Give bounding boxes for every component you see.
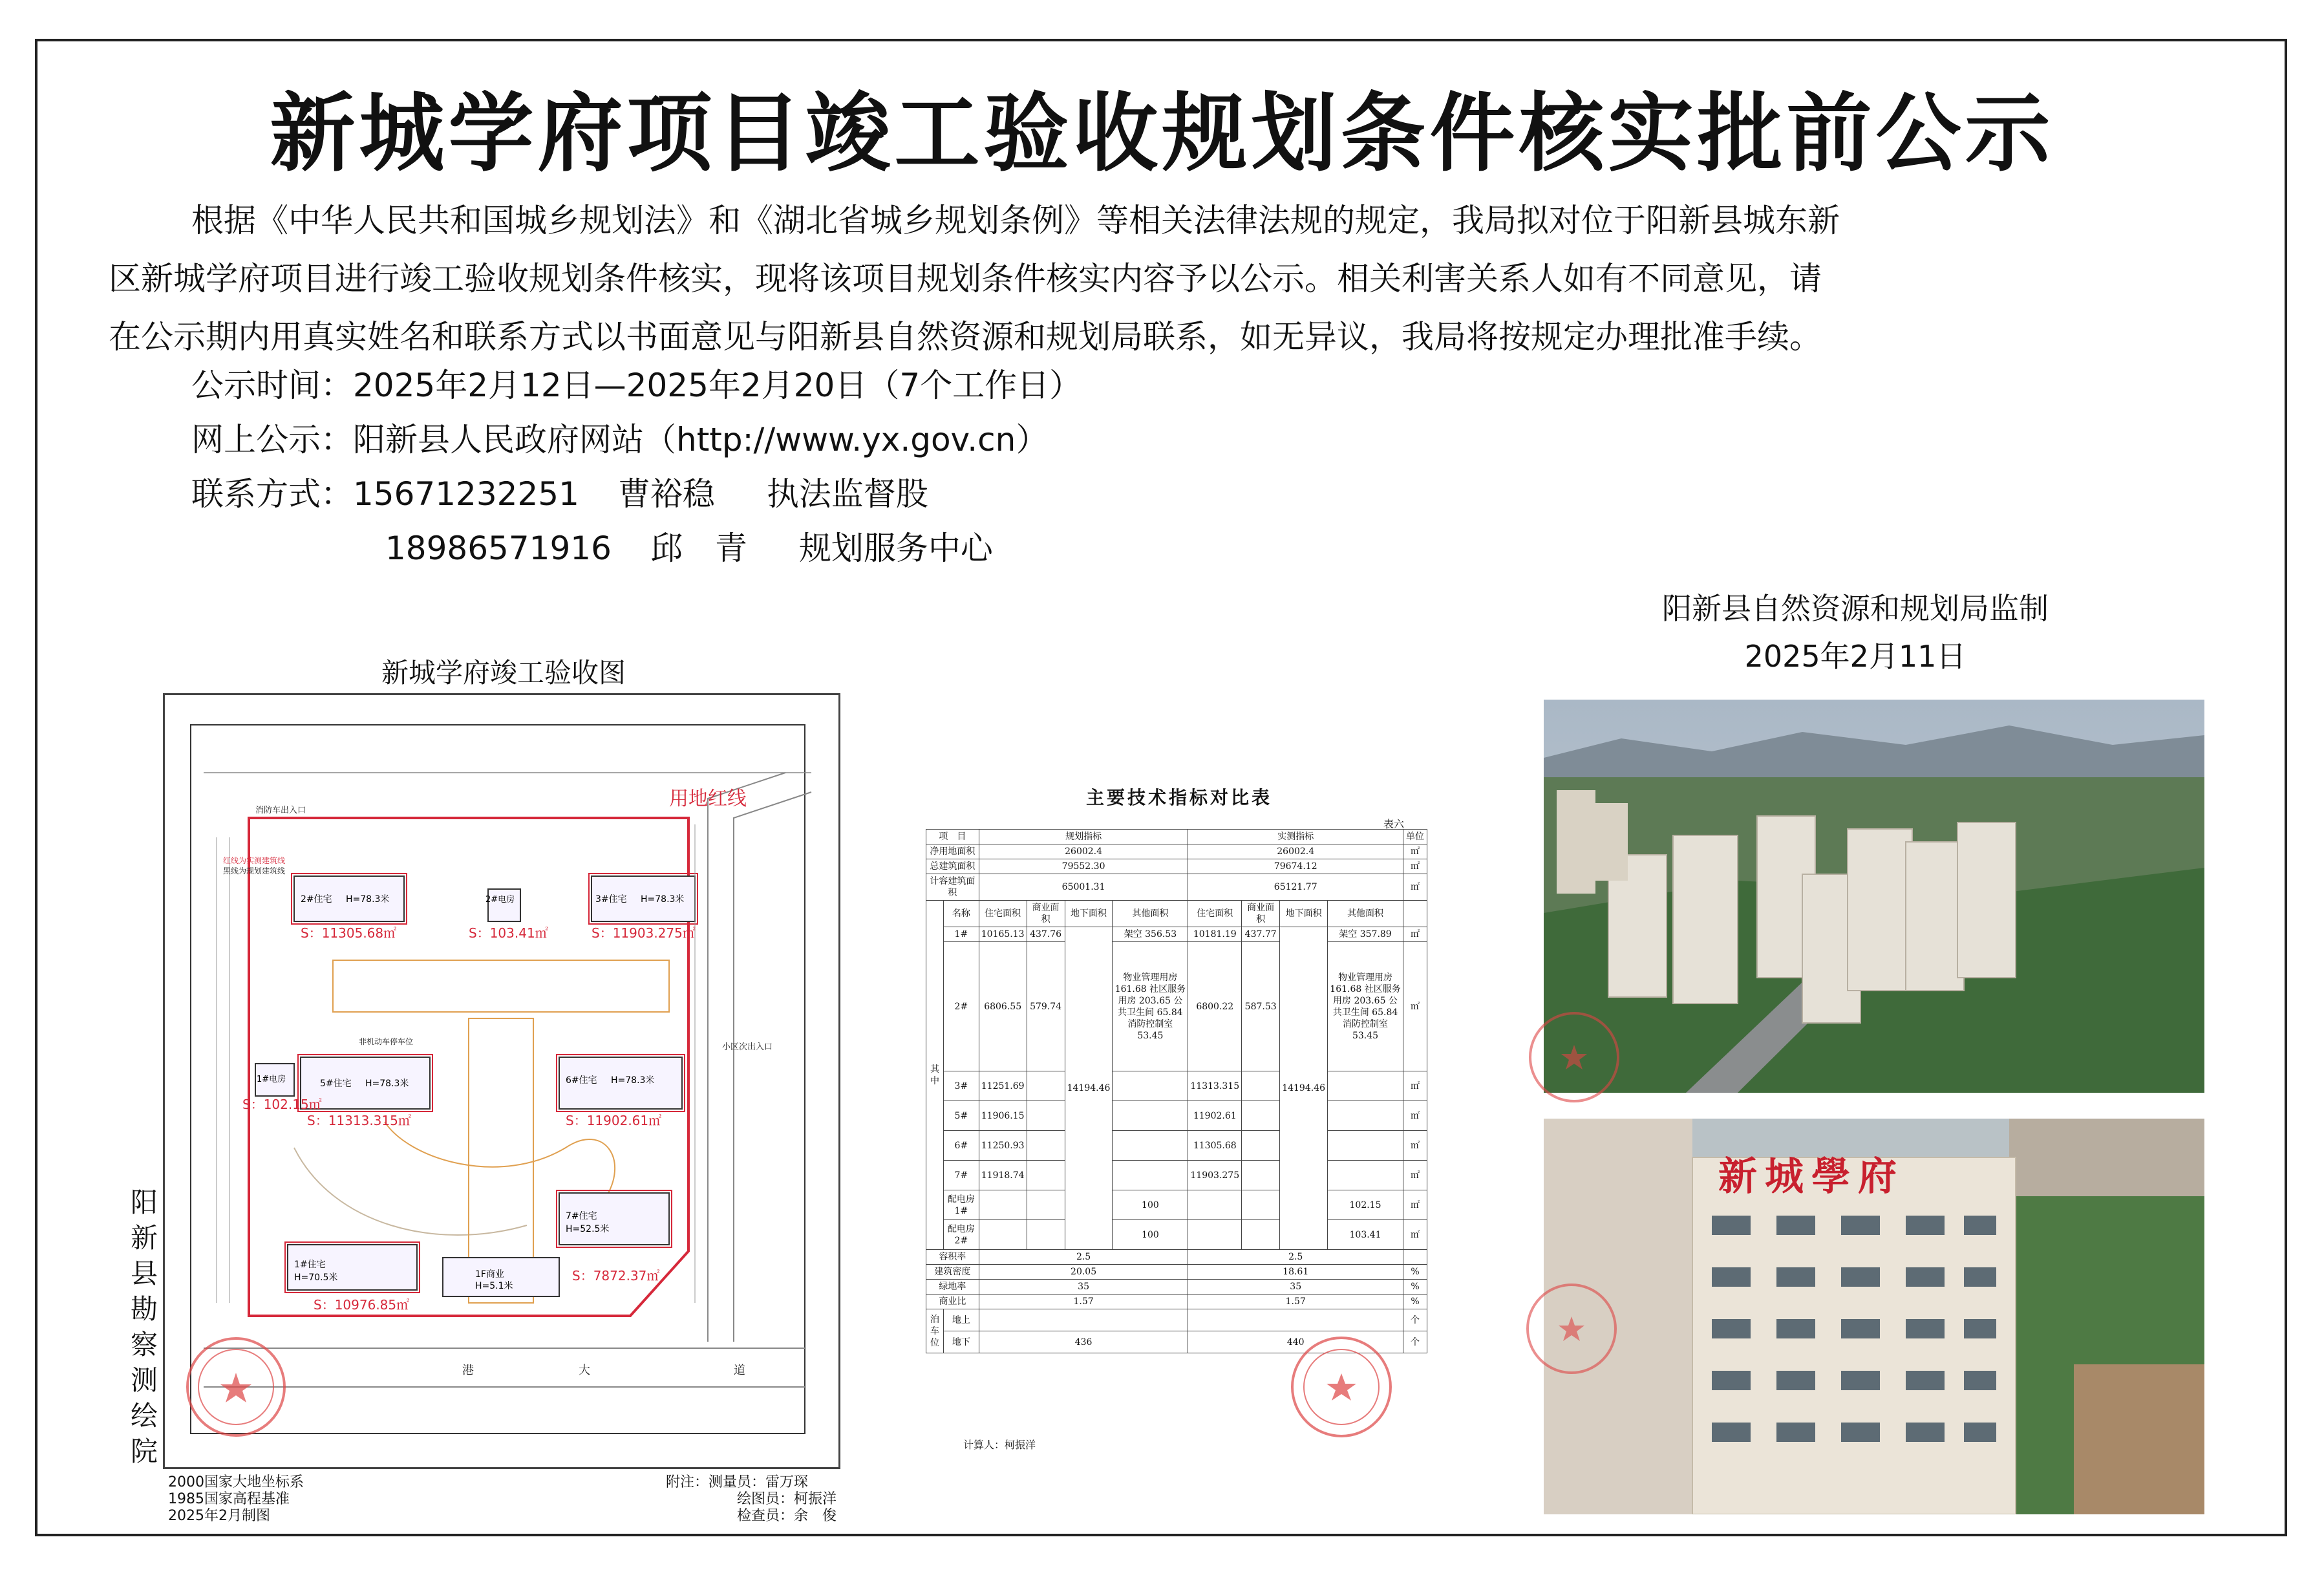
body-line-1: 根据《中华人民共和国城乡规划法》和《湖北省城乡规划条例》等相关法律法规的规定，我局拟对位于阳新县城东新: [191, 202, 1840, 239]
table-row: 容积率 2.5 2.5: [926, 1250, 1427, 1265]
table-row: 计容建筑面积 65001.31 65121.77 ㎡: [926, 874, 1427, 901]
table-row: 绿地率 35 35 %: [926, 1280, 1427, 1294]
table-subheader-row: 其中 名称 住宅面积 商业面积 地下面积 其他面积 住宅面积 商业面积 地下面积 其他面积: [926, 901, 1427, 927]
b2-area: S：11305.68㎡: [301, 925, 397, 941]
publicity-period: 公示时间：2025年2月12日—2025年2月20日（7个工作日）: [191, 367, 1082, 404]
b3-height: H=78.3米: [641, 894, 685, 905]
table-number: 表六: [1383, 818, 1405, 830]
contact2-phone: 18986571916: [385, 530, 612, 567]
e1-area: S：102.15㎡: [242, 1097, 322, 1112]
table-row: 总建筑面积 79552.30 79674.12 ㎡: [926, 859, 1427, 874]
site-plan-drawing: [165, 695, 842, 1471]
b1-height: H=70.5米: [294, 1273, 338, 1283]
b6-height: H=78.3米: [611, 1075, 655, 1086]
table-row: 5# 11906.15 11902.61 ㎡: [926, 1101, 1427, 1131]
e1-name: 1#电房: [257, 1075, 286, 1084]
b7-height: H=52.5米: [566, 1224, 610, 1234]
table-row: 2# 6806.55 579.74 物业管理用房 161.68 社区服务用房 203.65 公共卫生间 65.84 消防控制室 53.45 6800.22 587.53 物业管理用房 161.68 社区服务用房 203.65 公共卫生间 65.84 消防控制室 53.45 ㎡: [926, 942, 1427, 1071]
contact2-name: 邱 青: [650, 530, 747, 567]
b5-name: 5#住宅: [320, 1079, 352, 1089]
survey-institute-vertical: 阳 新 县 勘 察 测 绘 院: [130, 1187, 158, 1467]
table-row: 配电房1# 100 102.15 ㎡: [926, 1190, 1427, 1220]
supervisor-org: 阳新县自然资源和规划局监制: [1662, 591, 2049, 626]
sub-entry-label: 小区次出入口: [722, 1042, 773, 1052]
b6-area: S：11902.61㎡: [566, 1113, 662, 1128]
site-plan-map: [163, 693, 840, 1469]
table-row: 7# 11918.74 11903.275 ㎡: [926, 1161, 1427, 1190]
building-sign: 新城學府: [1718, 1154, 1904, 1199]
road-char-1: 港: [462, 1364, 474, 1377]
tech-indicators-table: [926, 829, 1427, 1353]
b7-name: 7#住宅: [566, 1211, 597, 1221]
contact1-dept: 执法监督股: [766, 475, 928, 513]
red-line-label: 用地红线: [669, 788, 747, 810]
body-line-3: 在公示期内用真实姓名和联系方式以书面意见与阳新县自然资源和规划局联系，如无异议，我局将按规定办理批准手续。: [109, 318, 1822, 356]
contact-label: 联系方式：: [191, 475, 353, 513]
contact-row-2: [385, 522, 993, 569]
contact1-phone: 15671232251: [353, 475, 579, 513]
table-header-row: 项 目 规划指标 实测指标 单位: [926, 830, 1427, 844]
table-row: 6# 11250.93 11305.68 ㎡: [926, 1131, 1427, 1161]
b1-area: S：10976.85㎡: [314, 1297, 410, 1313]
legend-black: 黑线为规划建筑线: [223, 866, 286, 875]
photo-stamp-1: [1526, 1009, 1623, 1106]
supervisor-block: [1422, 585, 2288, 680]
table-stamp: [1286, 1332, 1396, 1442]
table-row: 配电房2# 100 103.41 ㎡: [926, 1220, 1427, 1250]
online-publicity: 网上公示：阳新县人民政府网站（http://www.yx.gov.cn）: [191, 421, 1049, 458]
b6-name: 6#住宅: [566, 1075, 597, 1086]
road-char-3: 道: [734, 1364, 745, 1377]
notice-body: [109, 191, 2242, 366]
table-title: 主要技术指标对比表: [1086, 787, 1273, 808]
fire-entry-label: 消防车出入口: [255, 806, 306, 815]
table-row: 净用地面积 26002.4 26002.4 ㎡: [926, 844, 1427, 859]
page-title: 新城学府项目竣工验收规划条件核实批前公示: [270, 83, 2054, 184]
legend-red: 红线为实测建筑线: [223, 856, 286, 865]
b2-height: H=78.3米: [346, 894, 390, 905]
building-photo: [1544, 1119, 2204, 1514]
b3-name: 3#住宅: [595, 894, 627, 905]
road-char-2: 大: [579, 1364, 590, 1377]
table-row: 商业比 1.57 1.57 %: [926, 1294, 1427, 1309]
map-signatures: 附注：测量员：雷万琛 绘图员：柯振洋 检查员：余 俊: [666, 1474, 837, 1524]
table-row: 1# 10165.13 437.76 14194.46 架空 356.53 10181.19 437.77 14194.46 架空 357.89 ㎡: [926, 927, 1427, 942]
e2-area: S：103.41㎡: [469, 925, 548, 941]
aerial-photo: [1544, 700, 2204, 1093]
c1-name: 1F商业: [475, 1269, 504, 1280]
table-row: 泊车位 地上 个: [926, 1309, 1427, 1331]
photo-stamp-2: [1523, 1280, 1620, 1377]
supervisor-date: 2025年2月11日: [1744, 639, 1967, 674]
b7-area: S：7872.37㎡: [572, 1268, 660, 1284]
e2-name: 2#电房: [485, 895, 515, 905]
table-row: 建筑密度 20.05 18.61 %: [926, 1265, 1427, 1280]
map-title: 新城学府竣工验收图: [381, 657, 626, 689]
contact-row-1: [191, 468, 928, 515]
b5-area: S：11313.315㎡: [307, 1113, 411, 1128]
b2-name: 2#住宅: [301, 894, 332, 905]
contact1-name: 曹裕稳: [617, 475, 715, 513]
contact2-dept: 规划服务中心: [798, 530, 993, 567]
parking-label: 非机动车停车位: [359, 1037, 414, 1046]
b1-name: 1#住宅: [294, 1260, 326, 1270]
table-calculator: 计算人：柯振洋: [963, 1439, 1036, 1451]
table-row: 3# 11251.69 11313.315 ㎡: [926, 1071, 1427, 1101]
body-line-2: 区新城学府项目进行竣工验收规划条件核实，现将该项目规划条件核实内容予以公示。相关利害关系人如有不同意见，请: [109, 260, 1822, 297]
c1-height: H=5.1米: [475, 1281, 513, 1291]
map-notes: 2000国家大地坐标系 1985国家高程基准 2025年2月制图: [168, 1474, 304, 1524]
table-row: 地下 436 440 个: [926, 1331, 1427, 1353]
b3-area: S：11903.275㎡: [592, 925, 696, 941]
b5-height: H=78.3米: [365, 1079, 409, 1089]
